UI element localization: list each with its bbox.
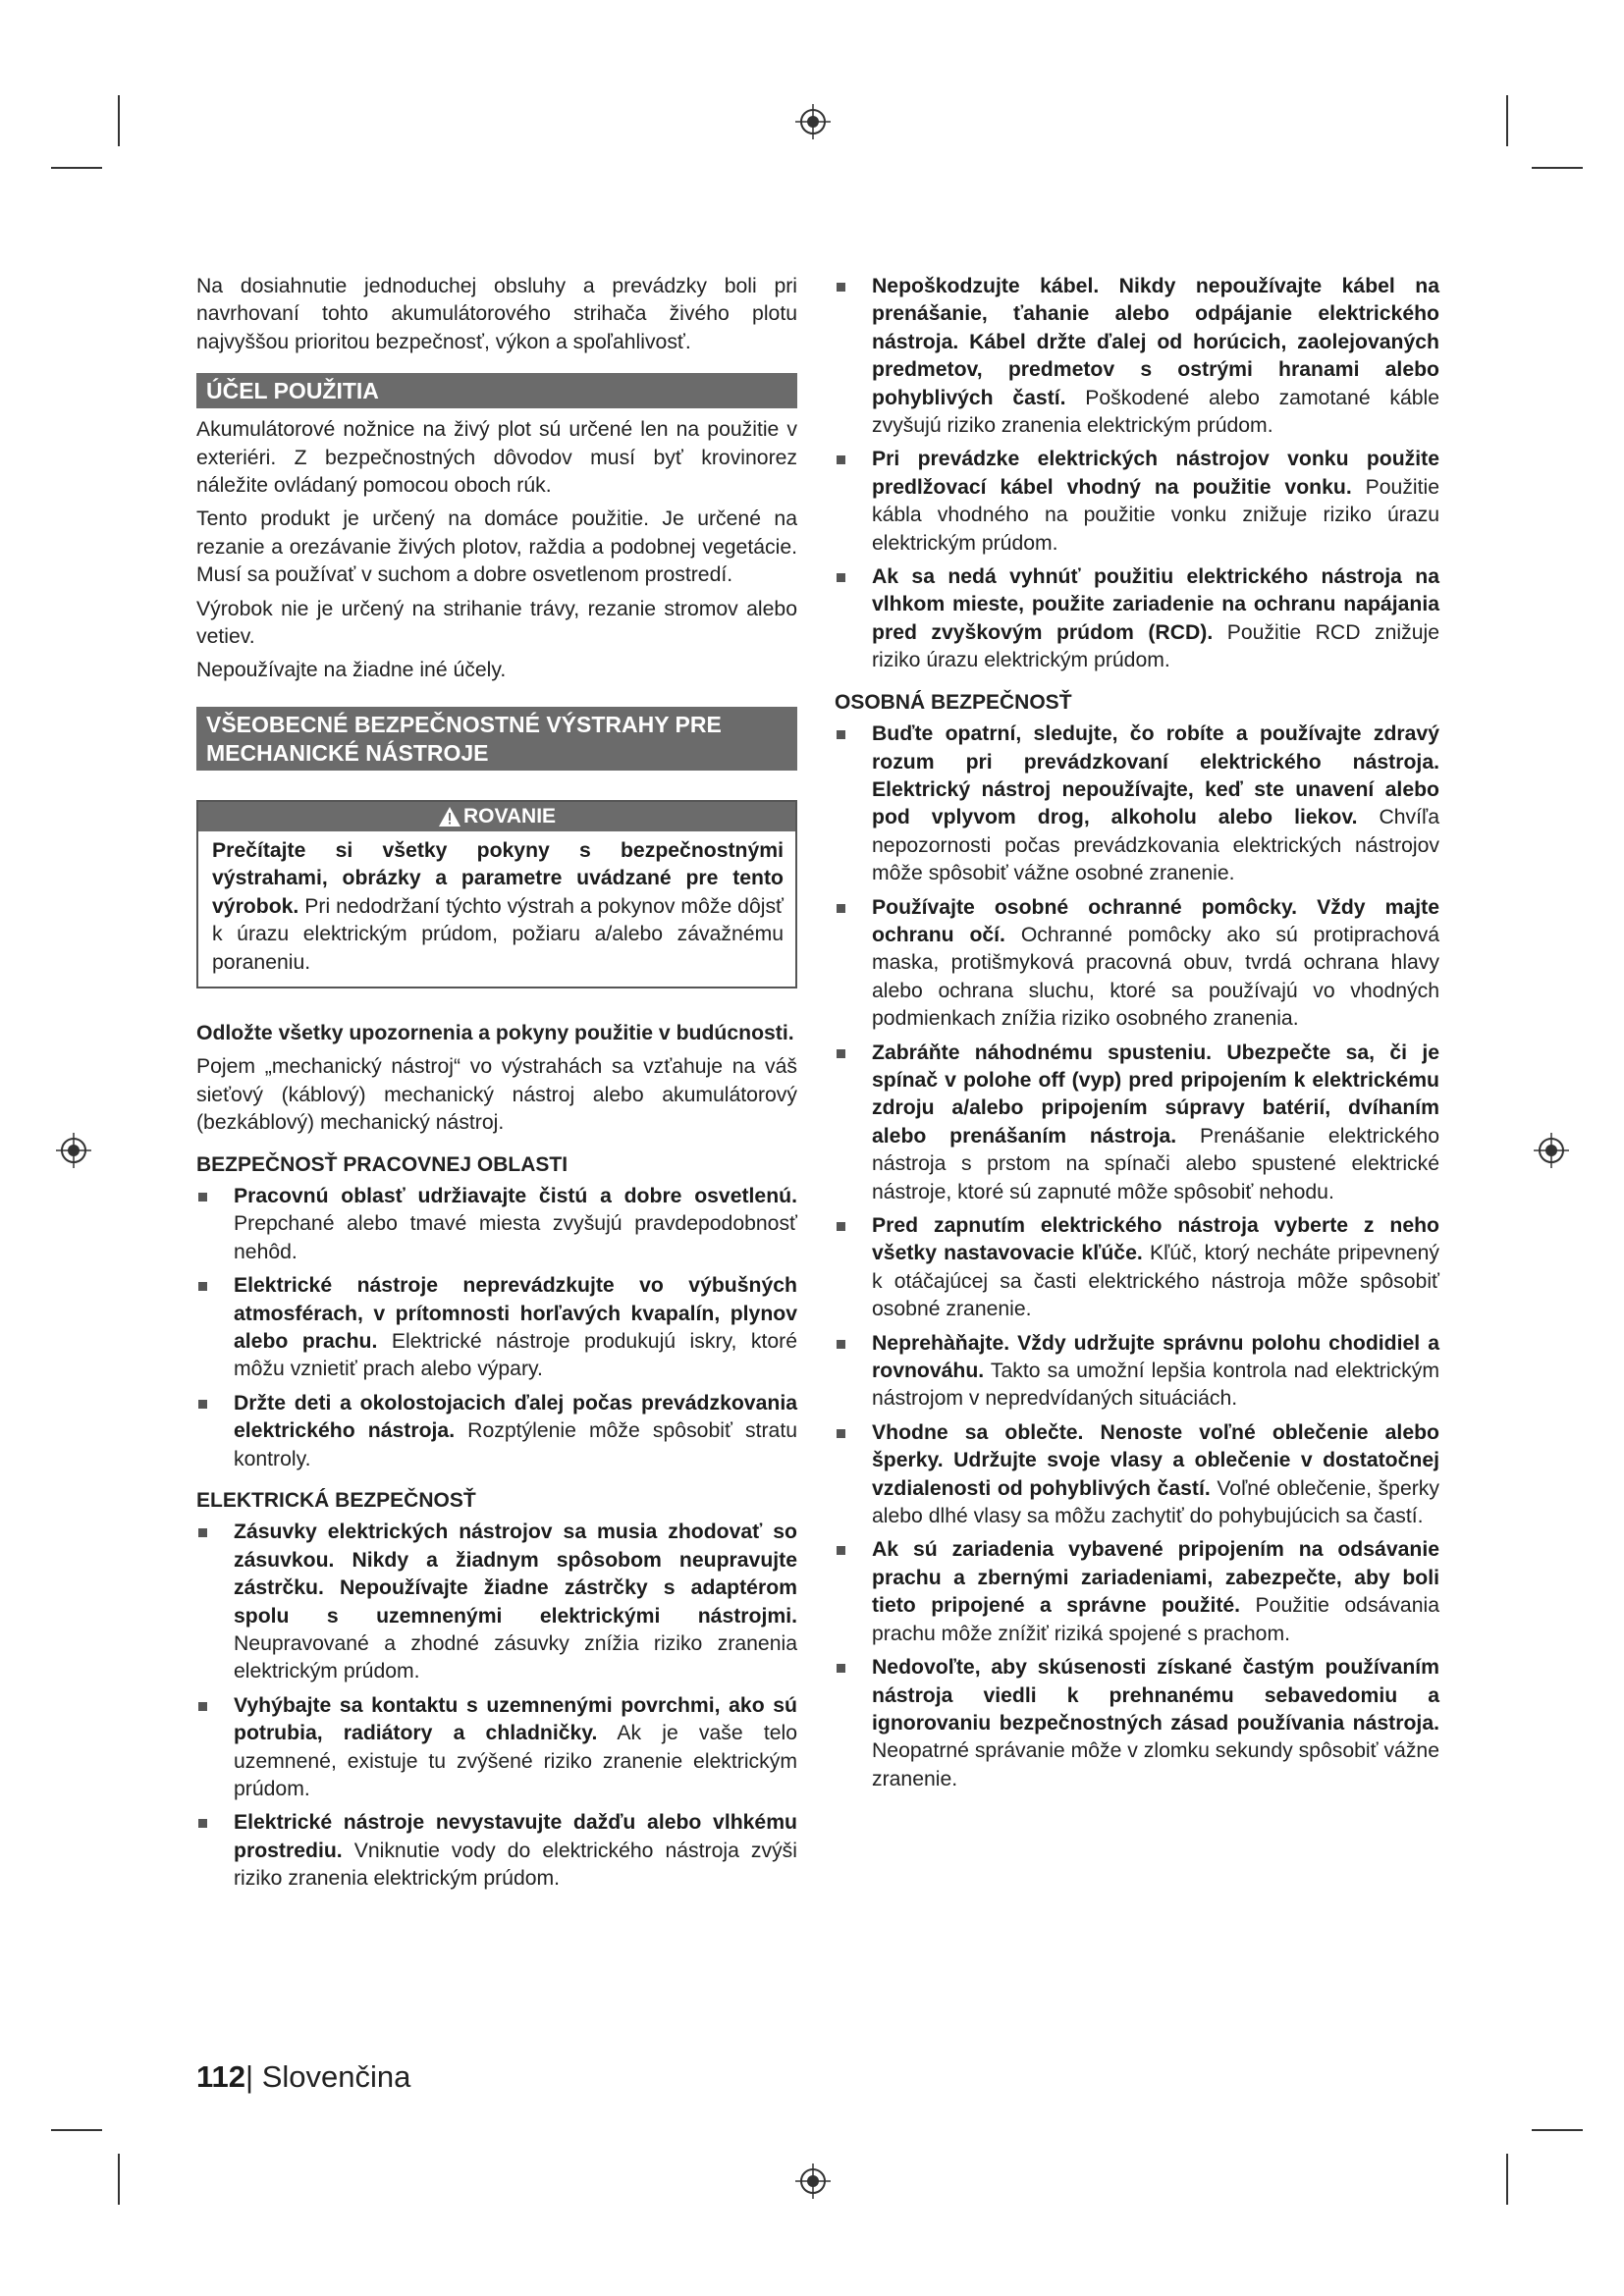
warning-text: Pri nedodržaní týchto výstrah a pokynov môže dôjsť k úrazu elektrickým prúdom, požiaru a/alebo závažnému poraneniu. [212,894,784,974]
work-area-list [196,1183,797,1473]
bullet-icon [837,1222,845,1231]
work-area-heading: BEZPEČNOSŤ PRACOVNEJ OBLASTI [196,1152,568,1176]
crop-mark [1532,2129,1583,2131]
bullet-icon [837,573,845,582]
registration-target-icon [54,1131,93,1170]
personal-safety-heading: OSOBNÁ BEZPEČNOSŤ [835,690,1072,714]
purpose-paragraph: Akumulátorové nožnice na živý plot sú určené len na použitie v exteriéri. Z bezpečnostných dôvodov musí byť krovinorez náležite ovládaný pomocou oboch rúk. [196,418,797,498]
bullet-icon [837,730,845,739]
list-item-text: Kľúč, ktorý necháte pripevnený k otáčajúcej sa časti elektrického nástroja môže spôsobiť osobné zranenie. [872,1242,1439,1321]
list-item-bold: Zabráňte náhodnému spusteniu. Ubezpečte sa, či je spínač v polohe off (vyp) pred pripojením k elektrickému zdroju a/alebo pripojením súpravy batérií, dvíhaním alebo prenášaním nástroja. [872,1041,1439,1148]
purpose-paragraph: Výrobok nie je určený na strihanie trávy, rezanie stromov alebo vetiev. [196,597,797,649]
list-item-bold: Zásuvky elektrických nástrojov sa musia zhodovať so zásuvkou. Nikdy a žiadnym spôsobom neupravujte zástrčku. Nepoužívajte žiadne zástrčky s adaptérom spolu s uzemnenými elektrickými nástrojmi. [234,1521,797,1628]
electrical-safety-heading: ELEKTRICKÁ BEZPEČNOSŤ [196,1489,476,1512]
list-item-bold: Pri prevádzke elektrických nástrojov vonku použite predlžovací kábel vhodný na použitie vonku. [872,448,1439,499]
bullet-icon [837,283,845,292]
list-item-text: Voľné oblečenie, šperky alebo dlhé vlasy sa môžu zachytiť do pohybujúcich sa častí. [872,1476,1439,1528]
list-item-bold: Ak sa nedá vyhnúť použitiu elektrického nástroja na vlhkom mieste, použite zariadenie na ochranu napájania pred zvyškovým prúdom (RCD). [872,565,1439,644]
registration-target-icon [1532,1131,1571,1170]
warning-body [198,831,795,987]
list-item-bold: Používajte osobné ochranné pomôcky. Vždy majte ochranu očí. [872,895,1439,946]
purpose-paragraph: Nepoužívajte na žiadne iné účely. [196,659,507,682]
list-item [835,721,1439,887]
registration-target-icon [793,102,833,141]
bullet-icon [837,455,845,464]
crop-mark [51,167,102,169]
list-item-bold: Nepoškodzujte kábel. Nikdy nepoužívajte kábel na prenášanie, ťahanie alebo odpájanie elektrického nástroja. Kábel držte ďalej od horúcich, zaolejovaných predmetov, predmetov s ostrými hranami alebo pohyblivých častí. [872,275,1439,409]
purpose-heading: ÚČEL POUŽITIA [196,373,797,408]
warning-box [196,800,797,988]
list-item-bold: Pracovnú oblasť udržiavajte čistú a dobre osvetlenú. [234,1184,797,1207]
bullet-icon [198,1702,207,1711]
list-item-bold: Nedovoľte, aby skúsenosti získané častým používaním nástroja viedli k prehnanému sebavedomiu a ignorovaniu bezpečnostných zásad používania nástroja. [872,1656,1439,1735]
bullet-icon [837,1340,845,1349]
keep-instructions-text: Pojem „mechanický nástroj“ vo výstrahách sa vzťahuje na váš sieťový (káblový) mechanický nástroj alebo akumulátorový (bezkáblový) mechanický nástroj. [196,1055,797,1135]
list-item [196,1272,797,1384]
list-item-bold: Buďte opatrní, sledujte, čo robíte a používajte zdravý rozum pri prevádzkovaní elektrického nástroja. Elektrický nástroj nepoužívajte, keď ste unavení alebo pod vplyvom drog, alkoholu alebo liekov. [872,722,1439,829]
list-item-text: Ak je vaše telo uzemnené, existuje tu zvýšené riziko zranenie elektrickým prúdom. [234,1722,797,1801]
list-item-bold: Pred zapnutím elektrického nástroja vyberte z neho všetky nastavovacie kľúče. [872,1214,1439,1265]
bullet-icon [198,1282,207,1291]
purpose-paragraph: Tento produkt je určený na domáce použitie. Je určené na rezanie a orezávanie živých plotov, raždia a podobnej vegetácie. Musí sa používať v suchom a dobre osvetlenom prostredí. [196,507,797,587]
warning-bold-text: Prečítajte si všetky pokyny s bezpečnostnými výstrahami, obrázky a parametre uvádzané pre tento výrobok. [212,838,784,918]
crop-mark [118,95,120,146]
list-item [196,1809,797,1893]
list-item [835,1419,1439,1531]
list-item-text: Neupravované a zhodné zásuvky znížia riziko zranenia elektrickým prúdom. [234,1632,797,1683]
list-item-text: Použitie kábla vhodného na použitie vonku znižuje riziko úrazu elektrickým prúdom. [872,475,1439,555]
bullet-icon [837,1429,845,1438]
bullet-icon [837,1546,845,1555]
bullet-icon [198,1193,207,1201]
right-column [835,273,1439,1799]
warning-header [198,802,795,831]
list-item-bold: Elektrické nástroje neprevádzkujte vo výbušných atmosférach, v prítomnosti horľavých kvapalín, plynov alebo prachu. [234,1274,797,1353]
left-column [196,273,797,1899]
list-item [835,894,1439,1034]
list-item-bold: Elektrické nástroje nevystavujte dažďu alebo vlhkému prostrediu. [234,1811,797,1862]
bullet-icon [198,1400,207,1409]
list-item-bold: Vhodne sa oblečte. Nenoste voľné oblečenie alebo šperky. Udržujte svoje vlasy a oblečenie v dostatočnej vzdialenosti od pohyblivých častí. [872,1420,1439,1500]
keep-instructions-heading: Odložte všetky upozornenia a pokyny použitie v budúcnosti. [196,1021,794,1044]
crop-mark [1506,95,1508,146]
list-item [196,1183,797,1266]
bullet-icon [198,1819,207,1828]
list-item [835,1040,1439,1206]
list-item-text: Použitie RCD znižuje riziko úrazu elektrickým prúdom. [872,620,1439,672]
list-item-text: Chvíľa nepozornosti počas prevádzkovania elektrických nástrojov môže spôsobiť vážne osobné zranenie. [872,806,1439,885]
list-item-text: Rozptýlenie môže spôsobiť stratu kontroly. [234,1419,797,1470]
list-item [835,563,1439,675]
bullet-icon [837,904,845,913]
page-footer [196,2059,410,2095]
list-item [196,1692,797,1804]
crop-mark [1532,167,1583,169]
list-item [835,1536,1439,1648]
list-item-text: Poškodené alebo zamotané káble zvyšujú riziko zranenia elektrickým prúdom. [872,386,1439,438]
page-number: 112 [196,2059,246,2094]
footer-separator: | [245,2059,254,2094]
list-item-bold: Ak sú zariadenia vybavené pripojením na odsávanie prachu a zbernými zariadeniami, zabezpečte, aby boli tieto pripojené a správne použité. [872,1538,1439,1618]
list-item-text: Prepchané alebo tmavé miesta zvyšujú pravdepodobnosť nehôd. [234,1212,797,1263]
bullet-icon [837,1664,845,1673]
list-item-text: Prenášanie elektrického nástroja s prstom na spínači alebo spustené elektrické nástroje, ktoré sú zapnuté môže spôsobiť nehodu. [872,1124,1439,1203]
crop-mark [118,2154,120,2205]
electrical-safety-list-continued [835,273,1439,675]
list-item-bold: Držte deti a okolostojacich ďalej počas prevádzkovania elektrického nástroja. [234,1391,797,1443]
personal-safety-list [835,721,1439,1793]
warning-title: ROVANIE [462,804,557,828]
crop-mark [51,2129,102,2131]
list-item-text: Použitie odsávania prachu môže znížiť riziká spojené s prachom. [872,1594,1439,1645]
list-item [835,1330,1439,1414]
warning-triangle-icon [438,806,461,828]
electrical-safety-list [196,1519,797,1893]
bullet-icon [198,1528,207,1537]
list-item [196,1390,797,1473]
list-item-bold: Neprehàňajte. Vždy udržujte správnu polohu chodidiel a rovnováhu. [872,1331,1439,1383]
list-item-text: Elektrické nástroje produkujú iskry, ktoré môžu vznietiť prach alebo výpary. [234,1329,798,1381]
footer-language: Slovenčina [261,2059,411,2094]
bullet-icon [837,1049,845,1058]
registration-target-icon [793,2162,833,2201]
list-item-text: Ochranné pomôcky ako sú protiprachová maska, protišmyková pracovná obuv, tvrdá ochrana hlavy alebo ochrana sluchu, ktoré sa používajú vo vhodných podmienkach znížia riziko osobného zranenia. [872,923,1439,1031]
crop-mark [1506,2154,1508,2205]
list-item [835,446,1439,558]
list-item-text: Vniknutie vody do elektrického nástroja zvýši riziko zranenia elektrickým prúdom. [234,1839,797,1891]
list-item [835,273,1439,440]
list-item [196,1519,797,1685]
list-item-text: Takto sa umožní lepšia kontrola nad elektrickým nástrojom v nepredvídaných situáciách. [872,1360,1439,1411]
general-warnings-heading: VŠEOBECNÉ BEZPEČNOSTNÉ VÝSTRAHY PRE MECHANICKÉ NÁSTROJE [196,707,797,771]
list-item-bold: Vyhýbajte sa kontaktu s uzemnenými povrchmi, ako sú potrubia, radiátory a chladničky. [234,1693,797,1745]
intro-paragraph: Na dosiahnutie jednoduchej obsluhy a prevádzky boli pri navrhovaní tohto akumulátorového strihača živého plotu najvyššou prioritou bezpečnosť, výkon a spoľahlivosť. [196,275,797,353]
list-item [835,1654,1439,1793]
list-item-text: Neopatrné správanie môže v zlomku sekundy spôsobiť vážne zranenie. [872,1739,1439,1790]
list-item [835,1212,1439,1324]
